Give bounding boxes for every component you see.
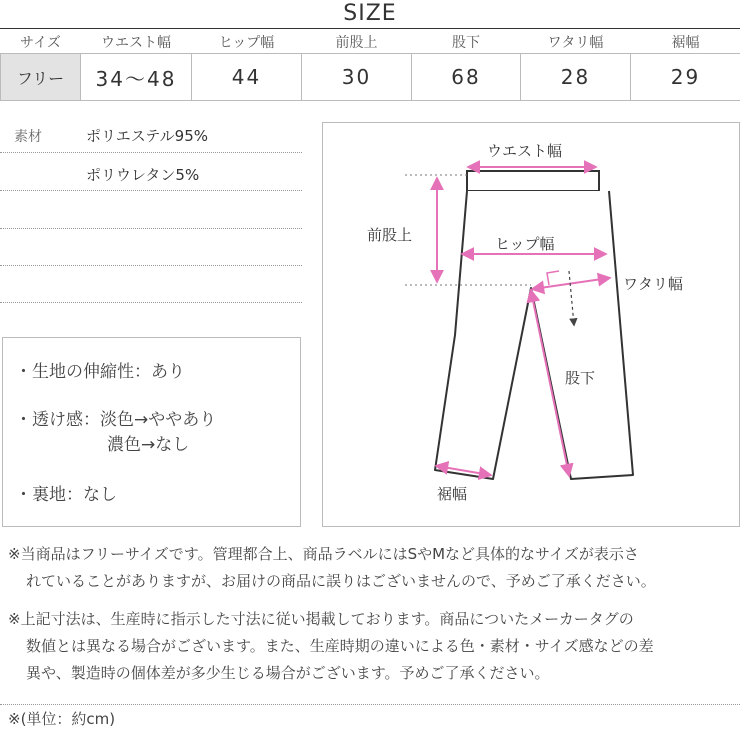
header-front-rise: 前股上 — [335, 35, 378, 51]
label-front-rise: 前股上 — [367, 226, 413, 244]
fabric-notes-box — [2, 337, 301, 527]
divider — [0, 190, 302, 191]
header-waist: ウエスト幅 — [101, 35, 171, 51]
divider — [0, 265, 302, 266]
note-sheer: ・透け感：淡色→ややあり — [15, 410, 217, 430]
material-line-2: ポリウレタン5% — [86, 166, 200, 184]
header-hip: ヒップ幅 — [218, 35, 275, 51]
cell-thigh: 28 — [521, 54, 631, 101]
label-inseam: 股下 — [565, 369, 596, 387]
unit-note: ※(単位：約cm) — [8, 710, 116, 728]
label-hip: ヒップ幅 — [495, 235, 555, 253]
header-hem: 裾幅 — [671, 35, 700, 51]
label-hem: 裾幅 — [437, 485, 468, 503]
label-waist: ウエスト幅 — [487, 142, 563, 160]
cell-front-rise: 30 — [302, 54, 412, 101]
title-divider — [0, 28, 740, 29]
footnote-free-size-2: れていることがありますが、お届けの商品に誤りはございませんので、予めご了承ください。 — [26, 572, 656, 590]
note-lining: ・裏地：なし — [15, 485, 117, 505]
cell-hem: 29 — [631, 54, 740, 101]
header-thigh: ワタリ幅 — [547, 35, 604, 51]
cell-hip: 44 — [192, 54, 302, 101]
pants-diagram — [322, 122, 740, 527]
size-table-header-row — [1, 31, 740, 54]
material-label: 素材 — [14, 129, 42, 145]
divider — [0, 302, 302, 303]
footnote-measure-1: ※上記寸法は、生産時に指示した寸法に従い掲載しております。商品についたメーカータグの — [8, 610, 634, 628]
header-inseam: 股下 — [452, 35, 480, 51]
cell-waist: 34〜48 — [81, 54, 192, 101]
divider — [0, 152, 302, 153]
footnote-free-size-1: ※当商品はフリーサイズです。管理都合上、商品ラベルにはSやMなど具体的なサイズが表示さ — [8, 545, 639, 563]
size-table-row — [1, 54, 740, 101]
footnote-measure-2: 数値とは異なる場合がございます。また、生産時期の違いによる色・素材・サイズ感などの差 — [26, 637, 654, 655]
pants-illustration — [323, 123, 740, 528]
label-thigh: ワタリ幅 — [623, 275, 683, 293]
cell-size: フリー — [1, 54, 81, 101]
size-table — [0, 31, 740, 101]
waistband-shape — [467, 171, 599, 191]
footnote-divider — [0, 704, 740, 705]
page-title: SIZE — [343, 1, 397, 26]
note-stretch: ・生地の伸縮性：あり — [15, 362, 185, 382]
cell-inseam: 68 — [412, 54, 521, 101]
footnote-measure-3: 異や、製造時の個体差が多少生じる場合がございます。予めご了承ください。 — [26, 664, 550, 682]
note-sheer-dark: 濃色→なし — [107, 435, 190, 455]
divider — [0, 228, 302, 229]
header-size: サイズ — [20, 35, 61, 51]
material-line-1: ポリエステル95% — [86, 127, 208, 145]
